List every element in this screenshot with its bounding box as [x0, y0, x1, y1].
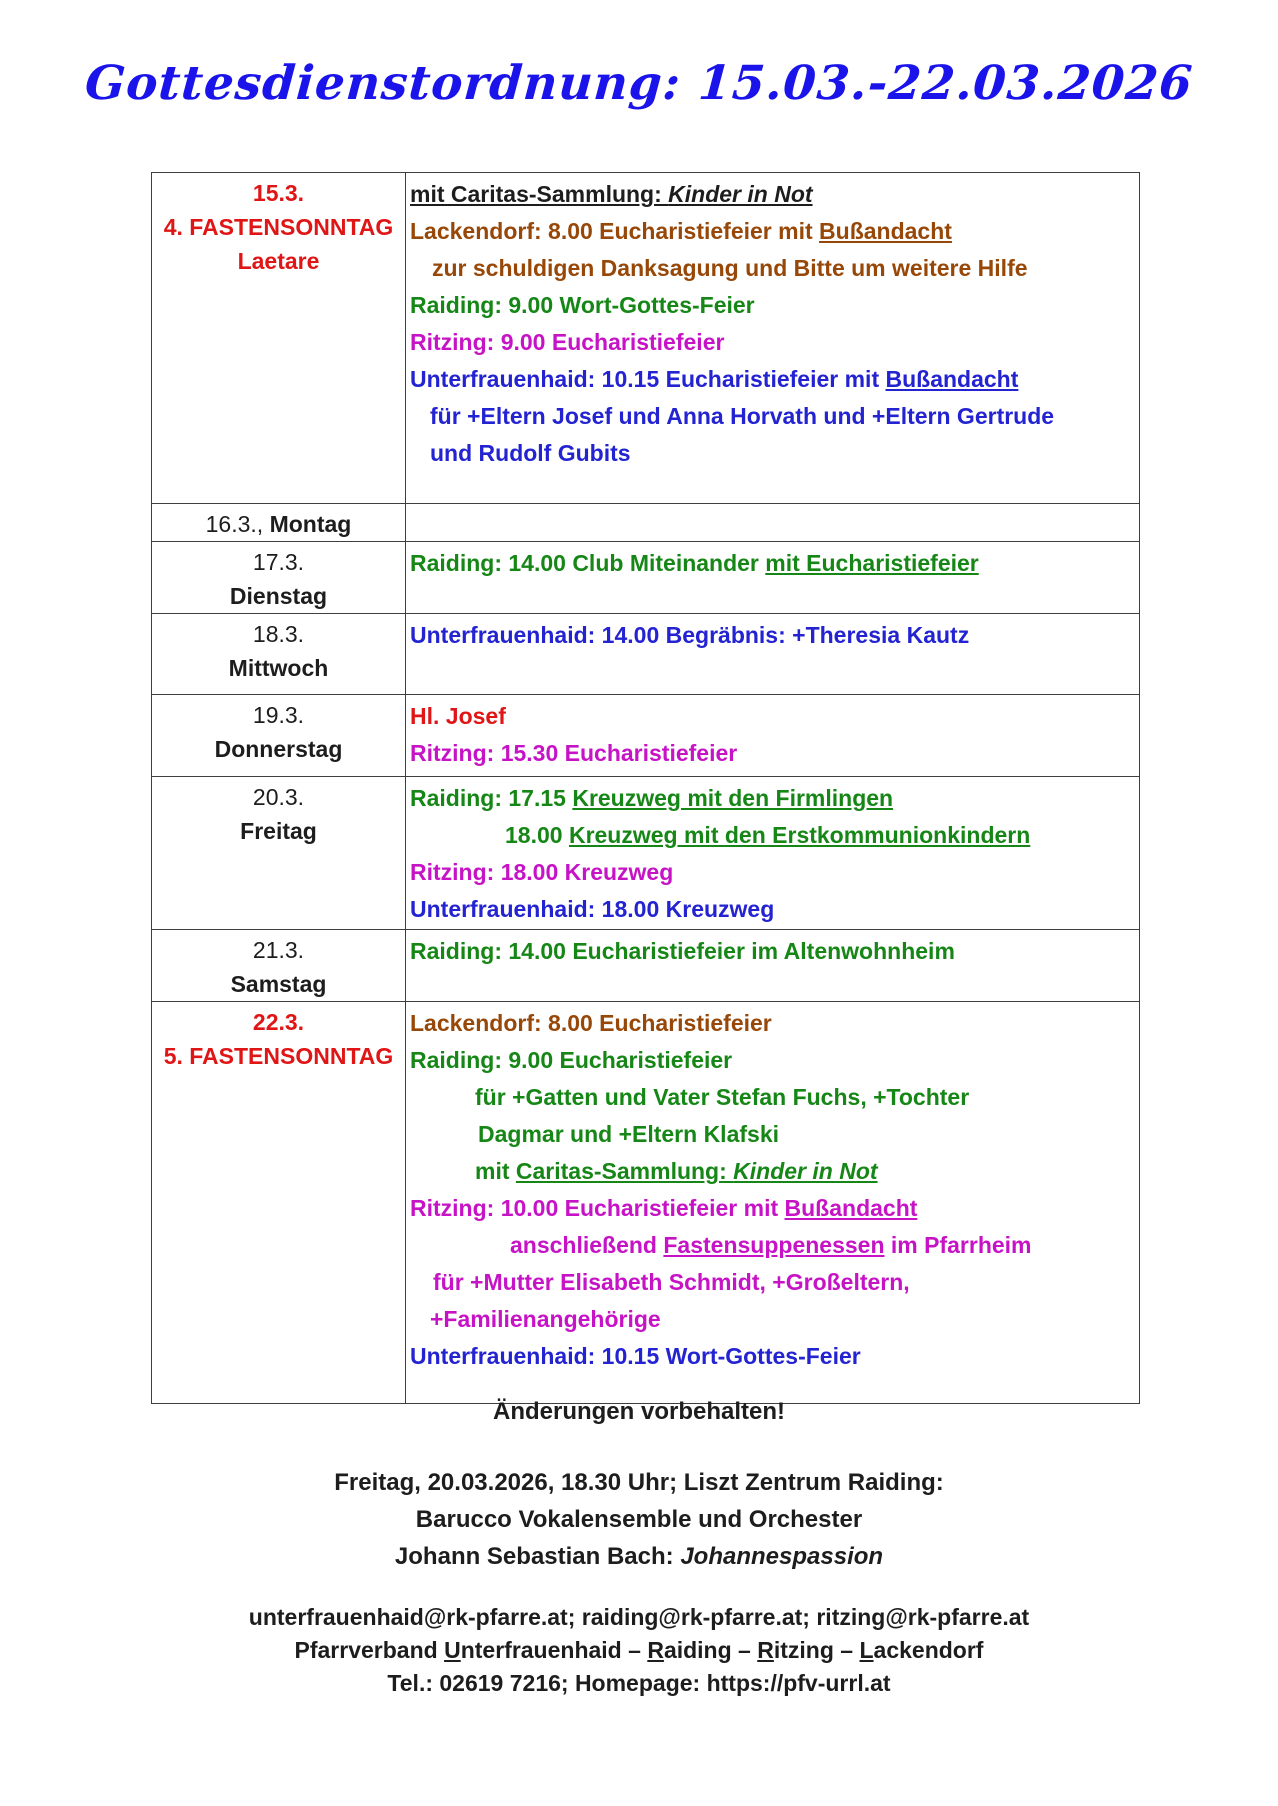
text-segment: Bußandacht [819, 218, 952, 244]
email-line: unterfrauenhaid@rk-pfarre.at; raiding@rk-pfarre.at; ritzing@rk-pfarre.at [248, 1604, 1030, 1630]
concert-line-3 [0, 1538, 1278, 1575]
event-line [410, 1338, 1135, 1375]
date-line [156, 933, 401, 967]
event-line [410, 1190, 1135, 1227]
text-segment: Raiding: 14.00 Eucharistiefeier im Altenwohnheim [410, 938, 955, 964]
text-segment: ackendorf [873, 1637, 984, 1663]
event-line [410, 891, 1135, 928]
text-segment: 4. FASTENSONNTAG [163, 214, 394, 240]
date-line [156, 967, 401, 1001]
date-line [156, 507, 401, 541]
event-line [475, 1079, 1135, 1116]
event-line [430, 398, 1135, 435]
telephone-homepage-line: Tel.: 02619 7216; Homepage: https://pfv-urrl.at [387, 1670, 891, 1696]
text-segment: Ritzing: 15.30 Eucharistiefeier [410, 740, 738, 766]
text-segment: 21.3. [252, 937, 305, 963]
date-line [156, 1039, 401, 1073]
date-cell [152, 1002, 406, 1404]
text-segment: Kinder in Not [733, 1158, 878, 1184]
table-row [152, 930, 1140, 1002]
text-segment: Ritzing: 9.00 Eucharistiefeier [410, 329, 725, 355]
text-segment: im Pfarrheim [884, 1232, 1032, 1258]
text-segment: mit Caritas-Sammlung: [410, 181, 669, 207]
date-line [156, 1005, 401, 1039]
table-row [152, 1002, 1140, 1404]
text-segment: Raiding: 17.15 [410, 785, 573, 811]
date-line [156, 814, 401, 848]
text-segment: für +Eltern Josef und Anna Horvath und +Eltern Gertrude [430, 403, 1055, 429]
text-segment: Kreuzweg mit den Erstkommunionkindern [568, 822, 1031, 848]
text-segment: Johannespassion [680, 1543, 884, 1570]
text-segment: für +Gatten und Vater Stefan Fuchs, +Tochter [475, 1084, 970, 1110]
text-segment: Unterfrauenhaid: 10.15 Wort-Gottes-Feier [410, 1343, 861, 1369]
contact-block [0, 1601, 1278, 1700]
text-segment: zur schuldigen Danksagung und Bitte um weitere Hilfe [432, 255, 1028, 281]
text-segment: mit [475, 1158, 516, 1184]
date-cell [152, 777, 406, 930]
text-segment: 18.00 [505, 822, 569, 848]
text-segment: 18.3. [252, 621, 305, 647]
event-line [410, 324, 1135, 361]
text-segment: Unterfrauenhaid: 14.00 Begräbnis: +Theresia Kautz [410, 622, 970, 648]
text-segment: 22.3. [252, 1009, 305, 1035]
text-segment: Montag [269, 511, 352, 537]
date-cell [152, 542, 406, 614]
text-segment: U [444, 1637, 461, 1663]
event-line [478, 1116, 1135, 1153]
text-segment: Kinder in Not [668, 181, 813, 207]
date-line [156, 617, 401, 651]
date-line [156, 244, 401, 278]
text-segment: Ritzing: 10.00 Eucharistiefeier mit [410, 1195, 785, 1221]
events-cell [406, 1002, 1140, 1404]
date-line [156, 210, 401, 244]
date-line [156, 176, 401, 210]
event-line [410, 617, 1135, 654]
table-row [152, 695, 1140, 777]
events-cell [406, 695, 1140, 777]
date-cell [152, 695, 406, 777]
date-line [156, 732, 401, 766]
table-row [152, 614, 1140, 695]
text-segment: Freitag [240, 818, 317, 844]
event-line [410, 933, 1135, 970]
table-row [152, 777, 1140, 930]
event-line [410, 1005, 1135, 1042]
event-line [410, 361, 1135, 398]
table-row [152, 542, 1140, 614]
text-segment: Ritzing: 18.00 Kreuzweg [410, 859, 674, 885]
schedule-table-body [152, 173, 1140, 1404]
event-line [410, 1042, 1135, 1079]
date-cell [152, 930, 406, 1002]
events-cell [406, 777, 1140, 930]
concert-line-2: Barucco Vokalensemble und Orchester [415, 1506, 863, 1533]
date-line [156, 780, 401, 814]
event-line [410, 780, 1135, 817]
date-cell [152, 504, 406, 542]
text-segment: Dagmar und +Eltern Klafski [478, 1121, 779, 1147]
concert-line-1: Freitag, 20.03.2026, 18.30 Uhr; Liszt Zentrum Raiding: [334, 1469, 944, 1496]
text-segment: Raiding: 9.00 Eucharistiefeier [410, 1047, 733, 1073]
text-segment: 20.3. [252, 784, 305, 810]
pfarrverband-line [0, 1634, 1278, 1667]
events-cell [406, 614, 1140, 695]
event-line [410, 854, 1135, 891]
text-segment: Pfarrverband [294, 1637, 445, 1663]
event-line [410, 176, 1135, 213]
event-line [432, 250, 1135, 287]
text-segment: +Familienangehörige [430, 1306, 661, 1332]
event-line [475, 1153, 1135, 1190]
text-segment: L [859, 1637, 874, 1663]
events-cell [406, 542, 1140, 614]
event-line [410, 287, 1135, 324]
text-segment: Raiding: 9.00 Wort-Gottes-Feier [410, 292, 755, 318]
text-segment: Fastensuppenessen [663, 1232, 885, 1258]
text-segment: Johann Sebastian Bach: [394, 1543, 681, 1570]
text-segment: Caritas-Sammlung: [515, 1158, 734, 1184]
text-segment: 16.3., [205, 511, 270, 537]
text-segment: Bußandacht [784, 1195, 918, 1221]
text-segment: nterfrauenhaid – [460, 1637, 648, 1663]
text-segment: R [647, 1637, 664, 1663]
events-cell [406, 504, 1140, 542]
text-segment: 17.3. [252, 549, 305, 575]
event-line [410, 698, 1135, 735]
text-segment: aiding – [663, 1637, 758, 1663]
text-segment: mit Eucharistiefeier [765, 550, 979, 576]
events-cell [406, 173, 1140, 504]
event-line [410, 545, 1135, 582]
concert-announcement [0, 1464, 1278, 1575]
text-segment: Bußandacht [885, 366, 1019, 392]
date-cell [152, 614, 406, 695]
text-segment: für +Mutter Elisabeth Schmidt, +Großeltern, [433, 1269, 910, 1295]
event-line [410, 735, 1135, 772]
text-segment: anschließend [510, 1232, 664, 1258]
text-segment: Raiding: 14.00 Club Miteinander [410, 550, 766, 576]
events-cell [406, 930, 1140, 1002]
event-line [430, 435, 1135, 472]
text-segment: 19.3. [252, 702, 305, 728]
event-line [510, 1227, 1135, 1264]
event-line [410, 213, 1135, 250]
event-line [433, 1264, 1135, 1301]
date-line [156, 545, 401, 579]
date-line [156, 651, 401, 685]
schedule-table [151, 172, 1140, 1404]
text-segment: Unterfrauenhaid: 18.00 Kreuzweg [410, 896, 775, 922]
text-segment: 15.3. [252, 180, 305, 206]
text-segment: Mittwoch [228, 655, 329, 681]
text-segment: Laetare [237, 248, 320, 274]
date-cell [152, 173, 406, 504]
text-segment: Lackendorf: 8.00 Eucharistiefeier mit [410, 218, 820, 244]
date-line [156, 579, 401, 613]
table-row [152, 173, 1140, 504]
text-segment: Donnerstag [214, 736, 343, 762]
event-line [505, 817, 1135, 854]
text-segment: Hl. Josef [410, 703, 506, 729]
table-row [152, 504, 1140, 542]
event-line [430, 1301, 1135, 1338]
text-segment: Kreuzweg mit den Firmlingen [572, 785, 894, 811]
text-segment: Samstag [230, 971, 327, 997]
text-segment: 5. FASTENSONNTAG [163, 1043, 394, 1069]
page-title: Gottesdienstordnung: 15.03.-22.03.2026 [83, 56, 1195, 111]
changes-notice: Änderungen vorbehalten! [492, 1398, 786, 1425]
text-segment: R [757, 1637, 774, 1663]
date-line [156, 698, 401, 732]
text-segment: itzing – [773, 1637, 860, 1663]
text-segment: Unterfrauenhaid: 10.15 Eucharistiefeier mit [410, 366, 886, 392]
text-segment: und Rudolf Gubits [430, 440, 631, 466]
text-segment: Lackendorf: 8.00 Eucharistiefeier [410, 1010, 772, 1036]
text-segment: Dienstag [229, 583, 328, 609]
